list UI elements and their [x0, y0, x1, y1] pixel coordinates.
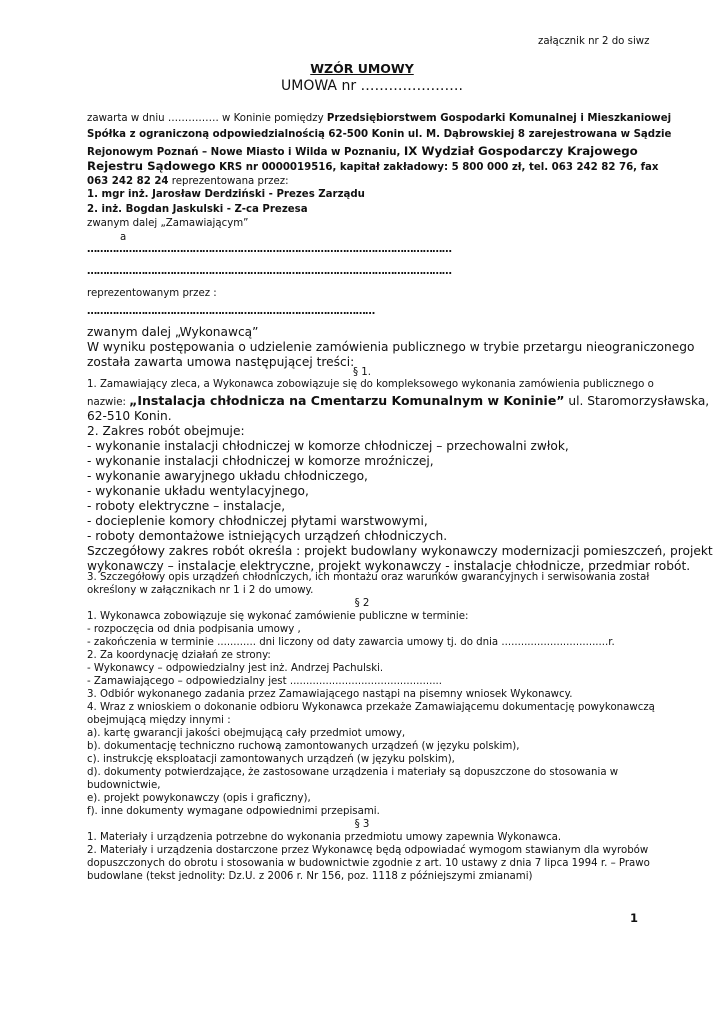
intro-line-1: zawarta w dniu …………… w Koninie pomiędzy Przedsiębiorstwem Gospodarki Komunalnej i Mieszkaniowej [87, 113, 672, 124]
intro-line-2: Spółka z ograniczoną odpowiedzialnością 62-500 Konin ul. M. Dąbrowskiej 8 zarejestrowana w Sądzie [87, 129, 672, 140]
section-2-heading: § 2 [354, 598, 370, 609]
sec1-line-5: Szczegółowy zakres robót określa : projekt budowlany wykonawczy modernizacji pomieszczeń, projekt [87, 544, 713, 558]
sec3-line: 2. Materiały i urządzenia dostarczone przez Wykonawcę będą odpowiadać wymogom stawianym dla wyrobów [87, 845, 649, 856]
scope-item: - wykonanie awaryjnego układu chłodniczego, [87, 469, 368, 483]
conjunction-a: a [120, 232, 127, 243]
sec2-line: - zakończenia w terminie ............ dni liczony od daty zawarcia umowy tj. do dnia .................................r. [87, 637, 615, 648]
scope-item: - wykonanie instalacji chłodniczej w komorze chłodniczej – przechowalni zwłok, [87, 439, 569, 453]
representative-1: 1. mgr inż. Jarosław Derdziński - Prezes Zarządu [87, 189, 365, 200]
procedure-line-1: W wyniku postępowania o udzielenie zamówienia publicznego w trybie przetargu nieograniczonego [87, 340, 695, 354]
sec2-line: f). inne dokumenty wymagane odpowiednimi przepisami. [87, 806, 380, 817]
sec2-line: - Wykonawcy – odpowiedzialny jest inż. Andrzej Pachulski. [87, 663, 384, 674]
sec1-line-7: 3. Szczegółowy opis urządzeń chłodniczych, ich montażu oraz warunków gwarancyjnych i serwisowania został [87, 572, 650, 583]
sec1-line-2: nazwie: „Instalacja chłodnicza na Cmentarzu Komunalnym w Koninie” ul. Staromorzysławska, [87, 393, 710, 408]
sec3-line: budowlane (tekst jednolity: Dz.U. z 2006 r. Nr 156, poz. 1118 z późniejszymi zmianami) [87, 871, 533, 882]
scope-item: - docieplenie komory chłodniczej płytami warstwowymi, [87, 514, 428, 528]
representative-2: 2. inż. Bogdan Jaskulski - Z-ca Prezesa [87, 204, 308, 215]
contract-number: UMOWA nr …………………. [281, 78, 463, 94]
sec2-line: 2. Za koordynację działań ze strony: [87, 650, 271, 661]
intro-line-5: 063 242 82 24 reprezentowana przez: [87, 176, 289, 187]
sec2-line: e). projekt powykonawczy (opis i graficzny), [87, 793, 311, 804]
sec1-line-1: 1. Zamawiający zleca, a Wykonawca zobowiązuje się do kompleksowego wykonania zamówienia publicznego o [87, 379, 654, 390]
sec1-line-8: określony w załącznikach nr 1 i 2 do umowy. [87, 585, 314, 596]
scope-item: - roboty elektryczne – instalacje, [87, 499, 286, 513]
intro-line-3: Rejonowym Poznań – Nowe Miasto i Wilda w Poznaniu, IX Wydział Gospodarczy Krajowego [87, 144, 638, 158]
sec2-line: budownictwie, [87, 780, 161, 791]
section-3-heading: § 3 [354, 819, 370, 830]
attachment-note: załącznik nr 2 do siwz [538, 36, 650, 47]
sec1-line-3: 62-510 Konin. [87, 409, 172, 423]
sec2-line: 1. Wykonawca zobowiązuje się wykonać zamówienie publiczne w terminie: [87, 611, 469, 622]
intro-line-4: Rejestru Sądowego KRS nr 0000019516, kapitał zakładowy: 5 800 000 zł, tel. 063 242 82 76, fax [87, 159, 659, 173]
sec3-line: 1. Materiały i urządzenia potrzebne do wykonania przedmiotu umowy zapewnia Wykonawca. [87, 832, 562, 843]
sec2-line: a). kartę gwarancji jakości obejmującą cały przedmiot umowy, [87, 728, 406, 739]
section-1-heading: § 1. [352, 367, 372, 378]
scope-item: - wykonanie układu wentylacyjnego, [87, 484, 309, 498]
blank-line-2: …………………………………………………………………………………………………… [87, 266, 452, 277]
scope-item: - roboty demontażowe istniejących urządzeń chłodniczych. [87, 529, 448, 543]
blank-line-3: ……………………………………………………………………………… [87, 306, 375, 317]
page-number: 1 [630, 911, 639, 925]
sec2-line: b). dokumentację techniczno ruchową zamontowanych urządzeń (w języku polskim), [87, 741, 520, 752]
sec2-line: 4. Wraz z wnioskiem o dokonanie odbioru Wykonawca przekaże Zamawiającemu dokumentację powykonawczą [87, 702, 655, 713]
sec1-line-6: wykonawczy – instalacje elektryczne, projekt wykonawczy - instalacje chłodnicze, przedmiar robót. [87, 559, 691, 573]
ordering-party-label: zwanym dalej „Zamawiającym” [87, 218, 249, 229]
sec2-line: 3. Odbiór wykonanego zadania przez Zamawiającego nastąpi na pisemny wniosek Wykonawcy. [87, 689, 573, 700]
sec2-line: - rozpoczęcia od dnia podpisania umowy , [87, 624, 301, 635]
sec2-line: obejmującą między innymi : [87, 715, 231, 726]
sec3-line: dopuszczonych do obrotu i stosowania w budownictwie zgodnie z art. 10 ustawy z dnia 7 lipca 1994 r. – Prawo [87, 858, 650, 869]
contractor-label: zwanym dalej „Wykonawcą” [87, 325, 259, 339]
sec1-line-4: 2. Zakres robót obejmuje: [87, 424, 245, 438]
sec2-line: d). dokumenty potwierdzające, że zastosowane urządzenia i materiały są dopuszczone do stosowania w [87, 767, 619, 778]
procedure-line-2: została zawarta umowa następującej treści: [87, 355, 355, 369]
sec2-line: - Zamawiającego – odpowiedzialny jest ............................................... [87, 676, 443, 687]
blank-line-1: …………………………………………………………………………………………………… [87, 244, 452, 255]
document-title: WZÓR UMOWY [310, 61, 414, 76]
represented-by-label: reprezentowanym przez : [87, 288, 217, 299]
sec2-line: c). instrukcję eksploatacji zamontowanych urządzeń (w języku polskim), [87, 754, 455, 765]
scope-item: - wykonanie instalacji chłodniczej w komorze mroźniczej, [87, 454, 434, 468]
